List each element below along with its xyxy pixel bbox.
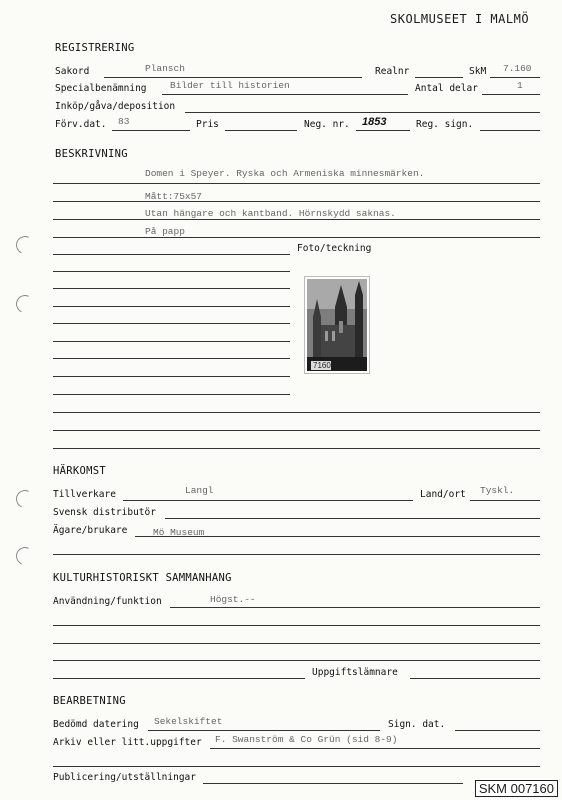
regsign-line <box>480 130 540 131</box>
section-registrering: REGISTRERING <box>55 42 135 54</box>
land-line <box>470 500 540 501</box>
punch-hole-4 <box>13 544 36 567</box>
beskrivning-line-4: På papp <box>145 226 185 237</box>
skm-line <box>490 77 540 78</box>
pris-line <box>225 130 297 131</box>
rule <box>53 448 540 449</box>
section-beskrivning: BESKRIVNING <box>55 148 128 160</box>
realnr-label: Realnr <box>375 66 410 77</box>
antal-value: 1 <box>517 80 523 91</box>
arkiv-value: F. Swanström & Co Grün (sid 8-9) <box>215 734 398 745</box>
forv-line <box>112 130 190 131</box>
skm-label: SkM <box>469 66 487 77</box>
forv-value: 83 <box>118 116 130 127</box>
cathedral-photo <box>304 276 370 374</box>
rule <box>53 766 540 767</box>
rule <box>53 678 305 679</box>
special-value: Bilder till historien <box>170 80 290 91</box>
rule <box>53 306 290 307</box>
foto-label: Foto/teckning <box>297 243 372 254</box>
uppgift-line <box>410 678 540 679</box>
rule <box>53 201 540 202</box>
rule <box>53 660 540 661</box>
land-value: Tyskl. <box>480 485 515 496</box>
sakord-label: Sakord <box>55 66 90 77</box>
rule <box>53 643 540 644</box>
neg-value: 1853 <box>362 116 387 128</box>
catalog-stamp: SKM 007160 <box>475 780 558 797</box>
beskrivning-line-3: Utan hängare och kantband. Hörnskydd saknas. <box>145 208 396 219</box>
punch-hole-1 <box>13 233 36 256</box>
rule <box>53 183 540 184</box>
rule <box>53 271 290 272</box>
sakord-value: Plansch <box>145 63 185 74</box>
uppgift-label: Uppgiftslämnare <box>312 667 398 678</box>
anvandning-value: Högst.-- <box>210 594 256 605</box>
rule <box>53 554 540 555</box>
pris-label: Pris <box>196 119 219 130</box>
distributor-label: Svensk distributör <box>53 507 156 518</box>
museum-title: SKOLMUSEET I MALMÖ <box>390 12 530 26</box>
rule <box>53 288 290 289</box>
rule <box>53 323 290 324</box>
beskrivning-line-1: Domen i Speyer. Ryska och Armeniska minnesmärken. <box>145 168 425 179</box>
neg-label: Neg. nr. <box>304 119 350 130</box>
inkop-label: Inköp/gåva/deposition <box>55 101 176 112</box>
land-label: Land/ort <box>420 489 466 500</box>
datering-value: Sekelskiftet <box>154 716 223 727</box>
rule <box>53 254 290 255</box>
section-kultur: KULTURHISTORISKT SAMMANHANG <box>53 572 232 584</box>
realnr-line <box>415 77 463 78</box>
rule <box>53 376 290 377</box>
punch-hole-3 <box>13 487 36 510</box>
inkop-line <box>185 112 540 113</box>
rule <box>53 358 290 359</box>
rule <box>53 219 540 220</box>
section-harkomst: HÄRKOMST <box>53 465 106 477</box>
arkiv-line <box>210 748 540 749</box>
section-bearbetning: BEARBETNING <box>53 695 126 707</box>
agare-value: Mö Museum <box>153 527 205 538</box>
rule <box>53 237 540 238</box>
beskrivning-line-2: Mått:75x57 <box>145 191 203 202</box>
arkiv-label: Arkiv eller litt.uppgifter <box>53 737 202 748</box>
sign-line <box>455 730 540 731</box>
agare-label: Ägare/brukare <box>53 525 128 536</box>
tillverkare-label: Tillverkare <box>53 489 116 500</box>
datering-label: Bedömd datering <box>53 719 139 730</box>
sakord-line <box>104 77 362 78</box>
forv-label: Förv.dat. <box>55 119 107 130</box>
tillverkare-value: Langl <box>185 485 214 496</box>
sign-label: Sign. dat. <box>388 719 446 730</box>
rule <box>53 412 540 413</box>
distributor-line <box>165 518 540 519</box>
publ-label: Publicering/utställningar <box>53 772 196 783</box>
publ-line <box>203 783 463 784</box>
rule <box>53 625 540 626</box>
antal-line <box>482 94 540 95</box>
antal-label: Antal delar <box>415 83 478 94</box>
rule <box>53 430 540 431</box>
regsign-label: Reg. sign. <box>416 119 474 130</box>
skm-value: 7.160 <box>503 63 532 74</box>
rule <box>53 394 290 395</box>
rule <box>53 341 290 342</box>
photo-caption: 7160 <box>313 361 331 370</box>
datering-line <box>148 730 380 731</box>
special-label: Specialbenämning <box>55 83 147 94</box>
neg-line <box>356 130 410 131</box>
tillverkare-line <box>123 500 413 501</box>
anvandning-label: Användning/funktion <box>53 596 162 607</box>
punch-hole-2 <box>13 292 36 315</box>
anvandning-line <box>170 607 540 608</box>
special-line <box>162 94 408 95</box>
